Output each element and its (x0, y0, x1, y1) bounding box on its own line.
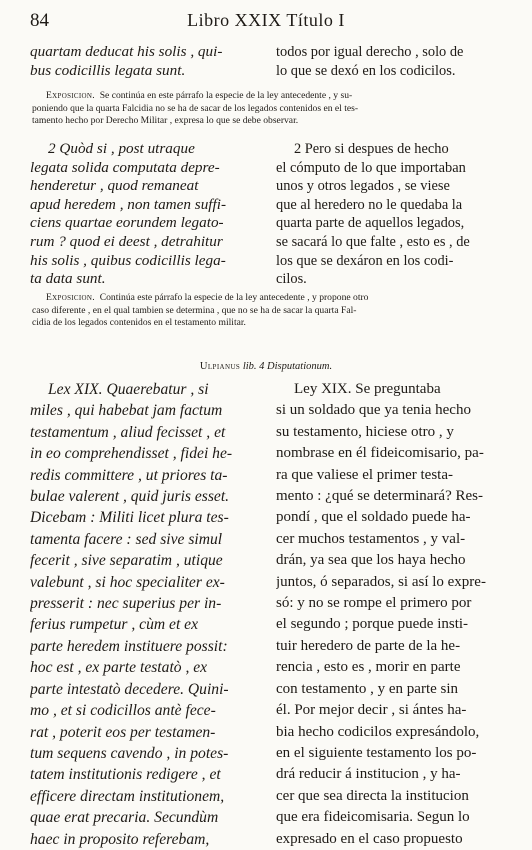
latin-line: rat , poterit eos per testamen- (30, 723, 216, 741)
exposicion-text: Continúa este párrafo la especie de la ley antecedente , y propone otro (99, 292, 369, 303)
latin-line: legata solida computata depre- (30, 158, 220, 176)
latin-line: valebunt , si hoc specialiter ex- (30, 573, 225, 591)
latin-line: henderetur , quod remaneat (30, 177, 199, 195)
latin-line: his solis , quibus codicillis lega- (30, 251, 226, 269)
spanish-column (276, 140, 502, 289)
spanish-line: juntos, ó separados, si así lo expre- (276, 573, 486, 590)
spanish-column (276, 43, 502, 80)
latin-line: testamentum , aliud fecisset , et (30, 423, 226, 441)
spanish-line: el cómputo de lo que importaban (276, 159, 466, 176)
exposicion-text: poniendo que la quarta Falcidia no se ha de sacar de los legados contenidos en el tes- (32, 102, 359, 114)
exposicion-text: Se continúa en este párrafo la especie de la ley antecedente , y su- (99, 90, 353, 101)
latin-line: redis committere , ut priores ta- (30, 466, 228, 484)
spanish-line: mento : ¿qué se determinará? Res- (276, 488, 483, 505)
exposicion-note (32, 292, 502, 330)
spanish-line: si un soldado que ya tenia hecho (276, 402, 471, 419)
spanish-line: su testamento, hiciese otro , y (276, 423, 454, 440)
exposicion-text: tamento hecho por Derecho Militar , expresa lo que se debe observar. (32, 115, 299, 127)
spanish-line: en el siguiente testamento los po- (276, 744, 477, 761)
latin-line: bus codicillis legata sunt. (30, 61, 186, 79)
spanish-column (276, 379, 502, 850)
exposicion-label: Exposicion. (46, 292, 95, 303)
latin-line: quae erat precaria. Secundùm (30, 809, 219, 827)
spanish-line: cilos. (276, 271, 307, 288)
latin-line: presserit : nec superius per in- (30, 595, 222, 613)
spanish-line: que al heredero no le quedaba la (276, 196, 463, 213)
spanish-line: cer muchos testamentos , y val- (276, 530, 466, 547)
latin-line: miles , qui habebat jam factum (30, 402, 223, 420)
latin-line: quartam deducat his solis , qui- (30, 43, 223, 60)
spanish-line: el segundo ; porque puede insti- (276, 616, 469, 633)
exposicion-text: caso diferente , en el qual tambien se determina , que no se ha de sacar la quarta Fal- (32, 304, 357, 316)
latin-line: tum sequens cavendo , in potes- (30, 744, 229, 762)
running-title: Libro XXIX Título I (187, 10, 345, 30)
latin-line: 2 Quòd si , post utraque (48, 140, 195, 157)
latin-line: Dicebam : Militi licet plura tes- (30, 509, 229, 527)
spanish-line: los que se dexáron en los codi- (276, 252, 454, 269)
latin-line: parte heredem instituere possit: (30, 637, 228, 655)
spanish-line: todos por igual derecho , solo de (276, 44, 464, 60)
latin-line: efficere directam institutionem, (30, 787, 225, 805)
latin-column (30, 379, 260, 850)
exposicion-note (32, 90, 502, 128)
spanish-line: drá reducir á institucion , y ha- (276, 766, 461, 783)
spanish-line: Ley XIX. Se preguntaba (294, 381, 441, 397)
latin-column (30, 43, 260, 80)
spanish-line: rencia , esto es , morir en parte (276, 659, 461, 676)
latin-line: apud heredem , non tamen suffi- (30, 195, 226, 213)
spanish-line: se sacará lo que falte , esto es , de (276, 233, 470, 250)
source-citation (0, 361, 532, 372)
latin-line: rum ? quod ei deest , detrahitur (30, 232, 223, 250)
citation-author: Ulpianus (199, 361, 241, 372)
spanish-line: él. Por mejor decir , si ántes ha- (276, 702, 467, 719)
spanish-line: que era fideicomisaria. Segun lo (276, 809, 470, 826)
latin-line: ciens quartae eorundem legato- (30, 214, 224, 232)
exposicion-label: Exposicion. (46, 90, 95, 101)
spanish-line: bia hecho codicilos expresándolo, (276, 723, 480, 740)
spanish-line: con testamento , y en parte sin (276, 680, 459, 697)
latin-line: haec in proposito referebam, (30, 830, 210, 848)
spanish-line: expresado en el caso propuesto (276, 830, 463, 847)
spanish-line: unos y otros legados , se viese (276, 178, 450, 195)
spanish-line: cer que sea directa la institucion (276, 787, 469, 804)
latin-line: tamenta facere : sed sive simul (30, 530, 223, 548)
spanish-line: nombrase en él fideicomisario, pa- (276, 445, 484, 462)
citation-work: lib. 4 Disputationum. (242, 361, 333, 372)
latin-line: ta data sunt. (30, 270, 106, 288)
latin-line: fecerit , sive separatim , utique (30, 552, 223, 570)
spanish-line: lo que se dexó en los codicilos. (276, 62, 456, 79)
spanish-line: 2 Pero si despues de hecho (294, 141, 449, 157)
latin-column (30, 140, 260, 289)
spanish-line: pondí , que el soldado puede ha- (276, 509, 471, 526)
spanish-line: tuir heredero de parte de la he- (276, 637, 461, 654)
exposicion-text: cidia de los legados contenidos en el testamento militar. (32, 317, 246, 329)
latin-line: tatem institutionis redigere , et (30, 766, 221, 784)
running-header (30, 10, 502, 36)
spanish-line: quarta parte de aquellos legados, (276, 215, 465, 232)
latin-line: in eo comprehendisset , fidei he- (30, 445, 233, 463)
spanish-line: ra que valiese el primer testa- (276, 466, 453, 483)
spanish-line: só: y no se rompe el primero por (276, 595, 472, 612)
page-number: 84 (30, 10, 49, 31)
spanish-line: drán, ya sea que los haya hecho (276, 552, 466, 569)
latin-line: parte intestatò decedere. Quini- (30, 680, 229, 698)
latin-line: bulae valerent , quid juris esset. (30, 488, 230, 506)
latin-line: mo , et si codicillos antè fece- (30, 702, 216, 720)
latin-line: ferius rumpetur , cùm et ex (30, 616, 199, 634)
latin-line: hoc est , ex parte testatò , ex (30, 659, 208, 677)
latin-line: Lex XIX. Quaerebatur , si (48, 381, 209, 398)
